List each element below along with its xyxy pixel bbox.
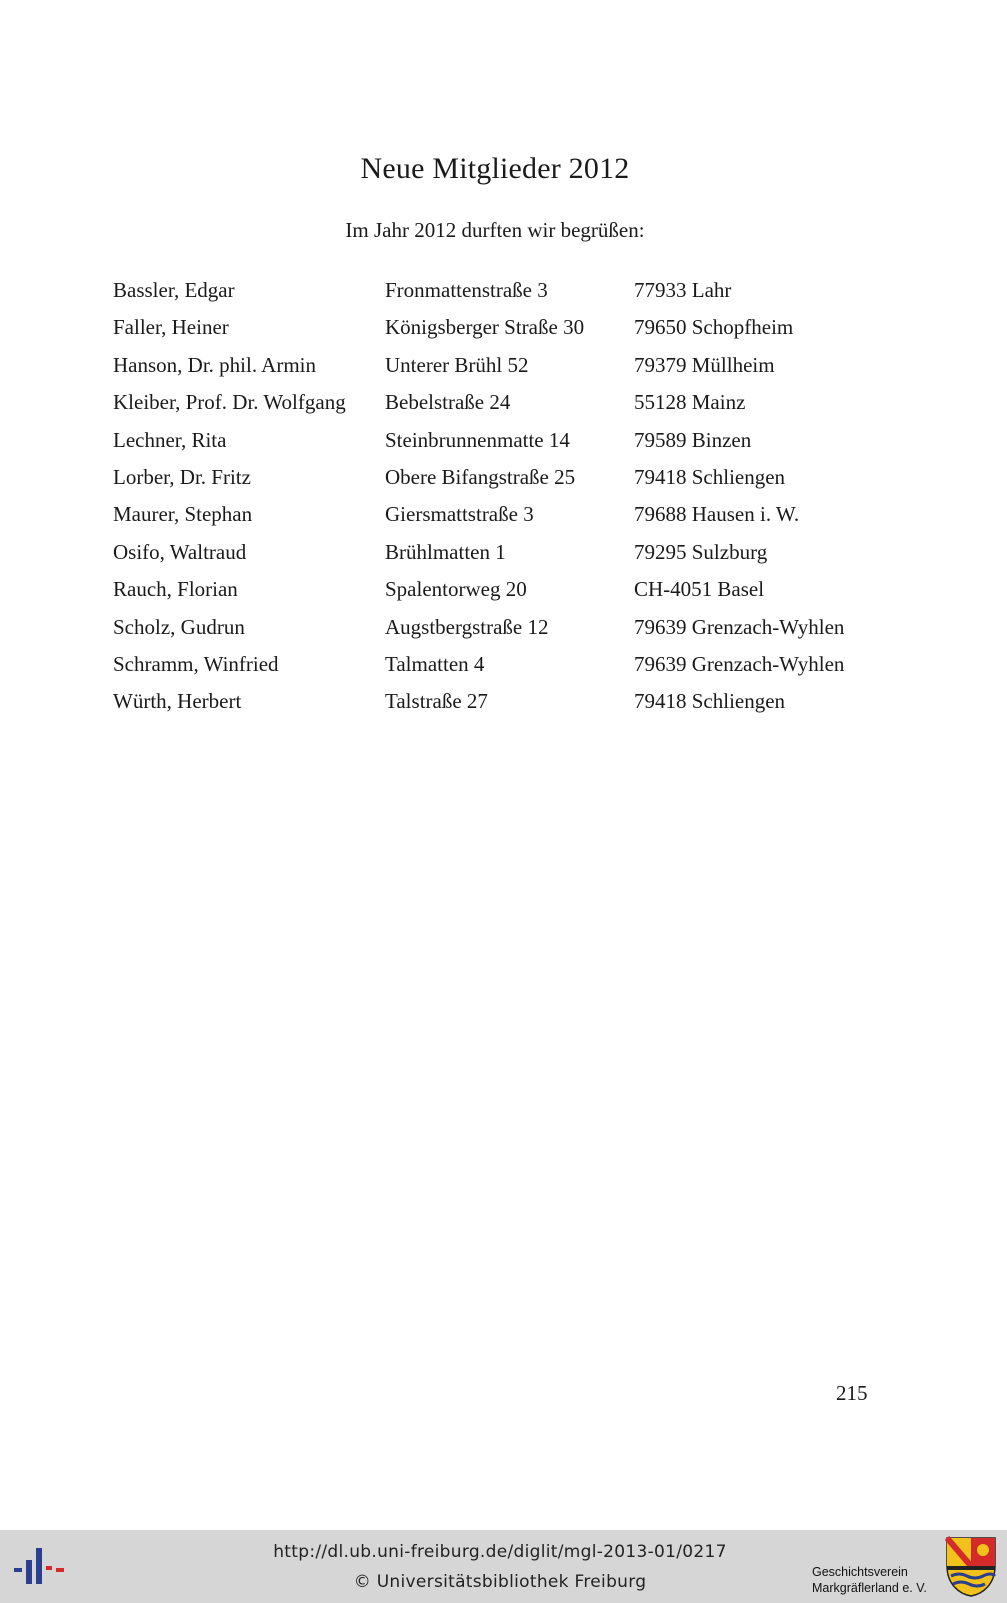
member-street: Spalentorweg 20 — [385, 577, 527, 602]
member-row — [113, 615, 913, 652]
society-line-2: Markgräflerland e. V. — [812, 1581, 927, 1595]
member-name: Lechner, Rita — [113, 427, 227, 452]
member-name: Kleiber, Prof. Dr. Wolfgang — [113, 390, 346, 415]
coat-of-arms-icon — [945, 1536, 997, 1598]
member-name: Würth, Herbert — [113, 689, 242, 714]
member-city: 79418 Schliengen — [634, 464, 786, 489]
member-name: Schramm, Winfried — [113, 651, 279, 676]
member-row — [113, 315, 913, 352]
society-name — [812, 1564, 927, 1596]
member-name: Scholz, Gudrun — [113, 614, 245, 639]
member-street: Brühlmatten 1 — [385, 539, 506, 564]
member-name: Osifo, Waltraud — [113, 539, 247, 564]
member-street: Bebelstraße 24 — [385, 390, 511, 415]
member-city: 79688 Hausen i. W. — [634, 502, 800, 527]
member-city: 79639 Grenzach-Wyhlen — [634, 651, 845, 676]
member-street: Talmatten 4 — [385, 651, 485, 676]
member-city: 79650 Schopfheim — [634, 315, 794, 340]
member-street: Talstraße 27 — [385, 689, 488, 714]
member-city: 79379 Müllheim — [634, 352, 775, 377]
member-row — [113, 278, 913, 315]
member-row — [113, 428, 913, 465]
member-city: 79639 Grenzach-Wyhlen — [634, 614, 845, 639]
page-title: Neue Mitglieder 2012 — [360, 152, 630, 185]
member-street: Obere Bifangstraße 25 — [385, 464, 576, 489]
member-list — [113, 278, 913, 727]
member-city: 55128 Mainz — [634, 390, 746, 415]
member-row — [113, 689, 913, 726]
member-city: CH-4051 Basel — [634, 577, 765, 602]
member-row — [113, 353, 913, 390]
member-name: Rauch, Florian — [113, 577, 238, 602]
member-street: Königsberger Straße 30 — [385, 315, 585, 340]
society-line-1: Geschichtsverein — [812, 1565, 908, 1579]
member-row — [113, 390, 913, 427]
member-city: 79295 Sulzburg — [634, 539, 768, 564]
member-row — [113, 502, 913, 539]
footer-bar — [0, 1530, 1007, 1603]
member-row — [113, 577, 913, 614]
page-subtitle: Im Jahr 2012 durften wir begrüßen: — [345, 218, 645, 242]
member-city: 77933 Lahr — [634, 278, 732, 302]
member-street: Unterer Brühl 52 — [385, 352, 529, 377]
member-row — [113, 465, 913, 502]
member-name: Bassler, Edgar — [113, 278, 235, 302]
member-street: Augstbergstraße 12 — [385, 614, 549, 639]
member-street: Giersmattstraße 3 — [385, 502, 534, 527]
member-city: 79589 Binzen — [634, 427, 752, 452]
member-name: Hanson, Dr. phil. Armin — [113, 352, 316, 377]
member-row — [113, 540, 913, 577]
member-name: Faller, Heiner — [113, 315, 229, 340]
footer-copyright: © Universitätsbibliothek Freiburg — [353, 1572, 647, 1592]
member-street: Fronmattenstraße 3 — [385, 278, 548, 302]
member-city: 79418 Schliengen — [634, 689, 786, 714]
member-name: Maurer, Stephan — [113, 502, 253, 527]
page-number: 215 — [836, 1381, 868, 1405]
footer-url-link[interactable]: http://dl.ub.uni-freiburg.de/diglit/mgl-2013-01/0217 — [273, 1542, 727, 1562]
member-street: Steinbrunnenmatte 14 — [385, 427, 570, 452]
member-row — [113, 652, 913, 689]
member-name: Lorber, Dr. Fritz — [113, 464, 251, 489]
